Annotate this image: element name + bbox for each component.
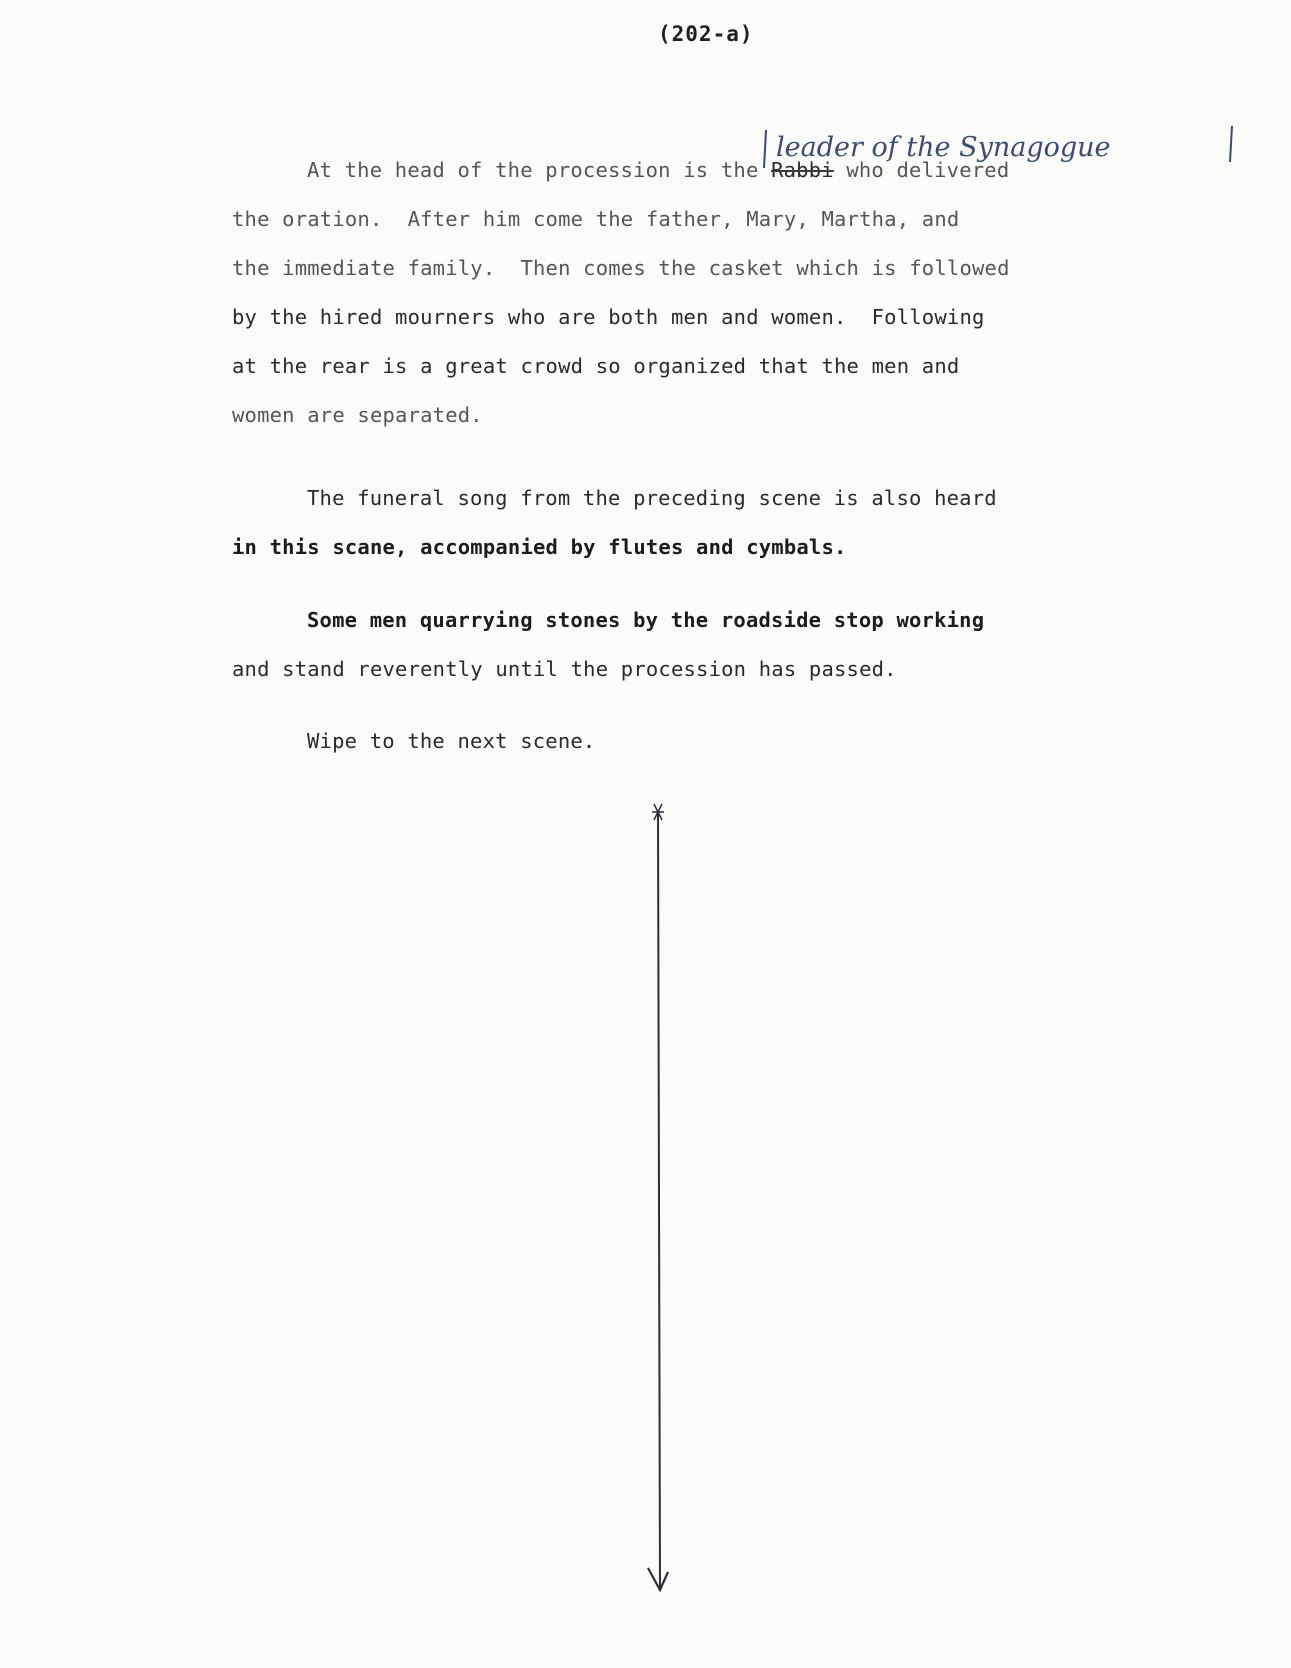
paragraph-line: The funeral song from the preceding scene is also heard xyxy=(307,486,997,510)
paragraph-line: Some men quarrying stones by the roadside stop working xyxy=(307,608,985,632)
paragraph-procession xyxy=(232,146,1192,440)
paragraph-line: in this scane, accompanied by flutes and cymbals. xyxy=(232,535,847,559)
paragraph-line: women are separated. xyxy=(232,403,483,427)
paragraph-line: the oration. After him come the father, Mary, Martha, and xyxy=(232,207,960,231)
down-arrow-icon xyxy=(640,800,680,1600)
paragraph-line: by the hired mourners who are both men and women. Following xyxy=(232,305,985,329)
paragraph-quarrying xyxy=(232,596,1192,694)
paragraph-funeral-song xyxy=(232,474,1192,572)
paragraph-line: and stand reverently until the procession has passed. xyxy=(232,657,897,681)
paragraph-line: Wipe to the next scene. xyxy=(307,729,596,753)
paragraph-line: At the head of the procession is the Rabbi who delivered xyxy=(307,158,1010,182)
handwritten-insertion-text: leader of the Synagogue xyxy=(776,132,1111,163)
paragraph-line: the immediate family. Then comes the casket which is followed xyxy=(232,256,1010,280)
paragraph-wipe xyxy=(232,717,1192,766)
paragraph-line: at the rear is a great crowd so organized that the men and xyxy=(232,354,960,378)
struck-word: Rabbi xyxy=(771,158,834,182)
page-number: (202-a) xyxy=(658,22,754,46)
